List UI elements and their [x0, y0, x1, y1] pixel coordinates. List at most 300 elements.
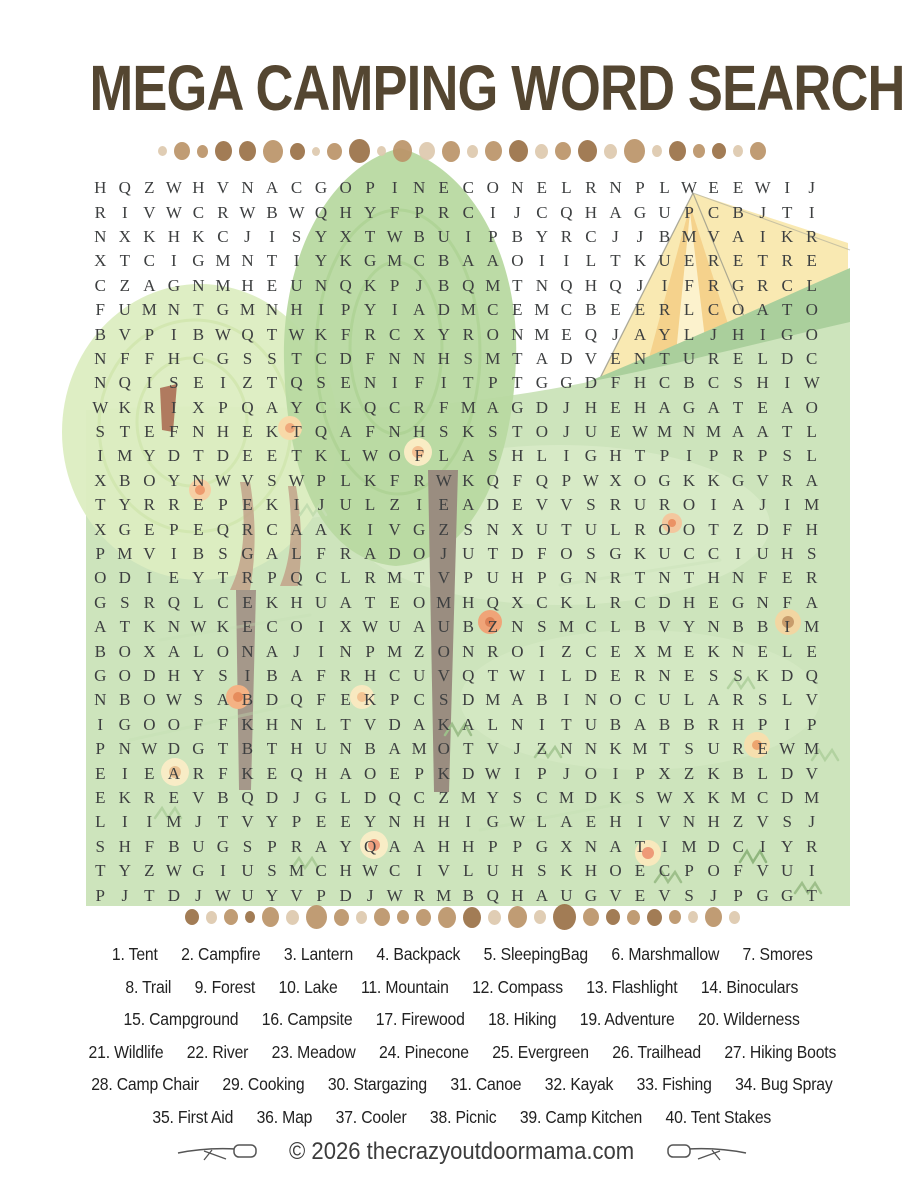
grid-letter: G	[94, 666, 107, 685]
grid-letter: K	[633, 251, 647, 271]
grid-letter: T	[512, 348, 523, 368]
grid-letter: S	[537, 617, 547, 637]
grid-letter: C	[487, 300, 499, 320]
decorative-dot	[604, 144, 617, 159]
grid-letter: N	[192, 470, 205, 490]
grid-letter: Q	[167, 592, 180, 612]
grid-letter: L	[683, 690, 695, 710]
grid-letter: N	[609, 178, 622, 198]
grid-letter: D	[781, 763, 794, 783]
decorative-dot	[669, 910, 681, 924]
grid-letter: A	[756, 300, 769, 320]
grid-letter: R	[707, 348, 720, 368]
grid-letter: D	[781, 787, 794, 807]
grid-letter: O	[658, 519, 671, 539]
grid-letter: H	[584, 202, 598, 222]
grid-letter: I	[416, 861, 423, 881]
grid-letter: C	[413, 251, 425, 271]
grid-letter: D	[363, 787, 377, 807]
decorative-dot	[356, 911, 367, 924]
grid-letter: K	[265, 495, 279, 515]
grid-letter: M	[166, 812, 182, 832]
grid-letter: A	[413, 836, 426, 856]
grid-letter: L	[781, 690, 793, 710]
grid-letter: L	[193, 592, 204, 612]
grid-letter: E	[610, 397, 621, 417]
decorative-dot	[578, 140, 597, 162]
grid-letter: W	[681, 178, 698, 198]
grid-letter: H	[314, 763, 328, 783]
grid-letter: P	[316, 470, 326, 490]
grid-letter: T	[291, 348, 302, 368]
grid-letter: D	[486, 495, 499, 515]
grid-letter: F	[365, 422, 375, 442]
grid-letter: O	[216, 641, 230, 661]
grid-letter: U	[290, 275, 303, 295]
grid-letter: E	[144, 519, 155, 539]
grid-letter: R	[487, 641, 499, 661]
grid-letter: V	[658, 812, 671, 832]
grid-letter: D	[167, 739, 180, 759]
grid-letter: G	[682, 397, 696, 417]
decorative-dot	[174, 142, 190, 160]
grid-letter: W	[509, 812, 526, 832]
grid-letter: V	[143, 202, 156, 222]
grid-letter: C	[143, 251, 155, 271]
grid-letter: H	[216, 422, 230, 442]
grid-letter: R	[707, 714, 720, 734]
grid-letter: H	[633, 397, 647, 417]
grid-letter: Q	[584, 324, 598, 344]
grid-letter: Z	[144, 178, 155, 198]
grid-letter: C	[192, 348, 205, 368]
grid-letter: F	[733, 861, 743, 881]
grid-letter: H	[192, 178, 205, 198]
grid-letter: P	[389, 690, 400, 710]
grid-letter: F	[144, 836, 155, 856]
grid-letter: A	[413, 714, 426, 734]
grid-letter: K	[633, 544, 647, 564]
grid-letter: G	[241, 544, 254, 564]
grid-letter: C	[707, 202, 720, 222]
grid-letter: E	[610, 300, 621, 320]
grid-letter: D	[511, 544, 524, 564]
grid-letter: D	[658, 592, 671, 612]
word-item: 26. Trailhead	[611, 1041, 701, 1062]
grid-letter: E	[266, 275, 278, 295]
grid-letter: H	[584, 861, 598, 881]
grid-letter: R	[609, 592, 622, 612]
grid-letter: H	[462, 592, 475, 612]
grid-letter: F	[193, 714, 204, 734]
grid-letter: A	[413, 300, 426, 320]
grid-letter: U	[658, 202, 671, 222]
grid-letter: G	[216, 300, 230, 320]
grid-letter: Z	[242, 373, 253, 393]
grid-letter: Q	[560, 275, 573, 295]
grid-letter: K	[192, 226, 205, 246]
grid-letter: L	[806, 422, 817, 442]
grid-letter: L	[340, 568, 351, 588]
decorative-dot	[750, 142, 766, 160]
grid-letter: G	[363, 251, 377, 271]
grid-letter: M	[656, 641, 673, 661]
grid-letter: A	[462, 251, 475, 271]
grid-letter: R	[339, 666, 352, 685]
grid-letter: G	[216, 348, 230, 368]
word-item: 20. Wilderness	[698, 1009, 801, 1030]
grid-letter: Q	[290, 568, 303, 588]
grid-letter: I	[661, 275, 668, 295]
grid-letter: P	[95, 739, 105, 759]
grid-letter: L	[806, 275, 817, 295]
grid-letter: E	[683, 251, 695, 271]
grid-letter: C	[585, 617, 597, 637]
grid-letter: H	[413, 422, 426, 442]
grid-letter: T	[413, 568, 425, 588]
grid-letter: Y	[167, 470, 180, 490]
word-item: 32. Kayak	[544, 1074, 614, 1095]
grid-letter: T	[95, 861, 106, 881]
word-item: 11. Mountain	[361, 976, 449, 997]
grid-letter: A	[781, 397, 794, 417]
grid-letter: B	[192, 544, 205, 564]
grid-letter: A	[339, 763, 352, 783]
grid-letter: F	[316, 544, 326, 564]
grid-letter: K	[363, 275, 377, 295]
grid-letter: R	[143, 592, 155, 612]
grid-letter: P	[218, 495, 228, 515]
grid-letter: E	[340, 373, 351, 393]
grid-letter: I	[612, 763, 619, 783]
grid-letter: I	[171, 397, 177, 417]
grid-letter: H	[633, 373, 647, 393]
grid-letter: V	[241, 812, 254, 832]
grid-letter: S	[733, 666, 743, 685]
grid-letter: O	[805, 397, 818, 417]
grid-letter: B	[119, 470, 131, 490]
grid-letter: W	[362, 446, 379, 466]
grid-letter: L	[561, 178, 572, 198]
grid-letter: O	[167, 714, 180, 734]
grid-letter: Y	[363, 812, 377, 832]
grid-letter: Q	[241, 787, 254, 807]
grid-letter: T	[512, 373, 523, 393]
grid-letter: T	[487, 544, 498, 564]
grid-letter: M	[558, 617, 574, 637]
grid-letter: K	[339, 519, 352, 539]
grid-letter: D	[388, 714, 401, 734]
grid-letter: M	[387, 251, 403, 271]
grid-letter: H	[290, 592, 303, 612]
grid-letter: I	[440, 373, 447, 393]
grid-letter: K	[756, 666, 769, 685]
grid-letter: S	[95, 422, 105, 442]
grid-letter: E	[732, 251, 744, 271]
word-item: 39. Camp Kitchen	[520, 1106, 643, 1127]
grid-letter: I	[784, 495, 791, 515]
grid-letter: Q	[241, 397, 254, 417]
grid-letter: K	[118, 397, 131, 417]
grid-letter: E	[315, 812, 327, 832]
grid-letter: T	[266, 373, 278, 393]
grid-letter: E	[732, 178, 744, 198]
grid-letter: H	[437, 348, 450, 368]
grid-letter: V	[756, 861, 769, 881]
grid-letter: D	[781, 666, 794, 685]
grid-letter: G	[781, 324, 794, 344]
word-item: 29. Cooking	[222, 1074, 305, 1095]
grid-letter: Y	[118, 861, 131, 881]
grid-letter: X	[682, 787, 696, 807]
grid-letter: I	[563, 251, 570, 271]
word-item: 30. Stargazing	[327, 1074, 428, 1095]
grid-letter: G	[584, 446, 598, 466]
grid-letter: C	[806, 348, 818, 368]
grid-letter: C	[462, 202, 474, 222]
grid-letter: E	[144, 422, 155, 442]
grid-letter: D	[462, 763, 475, 783]
grid-letter: N	[241, 178, 254, 198]
grid-letter: A	[265, 397, 279, 417]
grid-letter: D	[388, 544, 401, 564]
grid-letter: U	[486, 568, 499, 588]
grid-letter: I	[121, 812, 128, 832]
grid-letter: K	[339, 251, 352, 271]
grid-letter: L	[683, 300, 695, 320]
grid-letter: N	[413, 178, 426, 198]
grid-letter: P	[757, 446, 768, 466]
grid-letter: J	[293, 641, 300, 661]
grid-letter: Y	[265, 812, 279, 832]
word-item: 38. Picnic	[430, 1106, 497, 1127]
grid-letter: O	[584, 763, 598, 783]
copyright-text: © 2026 thecrazyoutdoormama.com	[289, 1138, 635, 1165]
grid-letter: H	[413, 812, 426, 832]
grid-letter: L	[610, 519, 621, 539]
grid-letter: B	[732, 763, 744, 783]
grid-letter: T	[659, 739, 670, 759]
grid-letter: A	[707, 690, 720, 710]
grid-letter: C	[315, 397, 327, 417]
grid-letter: N	[314, 275, 328, 295]
grid-letter: H	[167, 226, 180, 246]
word-item: 6. Marshmallow	[611, 944, 719, 964]
grid-letter: N	[511, 324, 524, 344]
grid-letter: M	[681, 226, 697, 246]
grid-letter: E	[683, 666, 695, 685]
grid-letter: P	[757, 714, 768, 734]
footer	[0, 1138, 924, 1166]
grid-letter: L	[438, 446, 449, 466]
grid-letter: L	[610, 617, 621, 637]
grid-letter: D	[339, 348, 352, 368]
grid-letter: H	[511, 446, 524, 466]
grid-letter: V	[805, 763, 818, 783]
grid-letter: F	[218, 763, 228, 783]
grid-letter: R	[168, 495, 180, 515]
grid-letter: P	[365, 641, 375, 661]
grid-letter: T	[217, 568, 229, 588]
grid-letter: V	[707, 226, 720, 246]
decorative-dot	[334, 909, 349, 926]
grid-letter: C	[732, 836, 744, 856]
grid-letter: H	[756, 373, 769, 393]
grid-letter: M	[706, 422, 722, 442]
grid-letter: V	[609, 885, 622, 905]
grid-letter: O	[437, 641, 450, 661]
grid-letter: F	[782, 519, 792, 539]
grid-letter: W	[239, 202, 256, 222]
grid-letter: K	[437, 763, 450, 783]
grid-letter: E	[806, 251, 817, 271]
grid-letter: Y	[339, 836, 352, 856]
grid-letter: N	[633, 348, 647, 368]
grid-letter: Z	[536, 739, 548, 759]
grid-letter: S	[438, 422, 449, 442]
grid-letter: R	[413, 397, 425, 417]
decorative-dot	[286, 910, 299, 925]
grid-letter: P	[635, 178, 645, 198]
grid-letter: T	[561, 714, 572, 734]
decorative-dot	[606, 909, 620, 925]
grid-letter: E	[266, 446, 278, 466]
decorative-dot	[215, 141, 232, 161]
grid-letter: C	[413, 690, 425, 710]
word-list-line	[0, 1003, 924, 1036]
grid-letter: E	[806, 641, 817, 661]
word-item: 25. Evergreen	[491, 1041, 589, 1062]
grid-letter: A	[633, 324, 647, 344]
grid-letter: G	[192, 861, 205, 881]
grid-letter: I	[318, 300, 324, 320]
grid-letter: I	[220, 861, 226, 881]
grid-letter: P	[561, 470, 572, 490]
grid-letter: P	[463, 568, 473, 588]
grid-letter: N	[731, 568, 745, 588]
grid-letter: K	[707, 787, 720, 807]
grid-letter: N	[363, 373, 377, 393]
grid-letter: I	[784, 617, 791, 637]
grid-letter: E	[610, 641, 621, 661]
grid-letter: E	[585, 812, 597, 832]
grid-letter: J	[317, 495, 325, 515]
grid-letter: B	[94, 641, 106, 661]
grid-letter: F	[782, 592, 792, 612]
grid-letter: N	[584, 690, 598, 710]
grid-letter: J	[710, 885, 717, 905]
grid-letter: D	[167, 885, 180, 905]
grid-letter: B	[511, 226, 523, 246]
grid-letter: M	[730, 787, 746, 807]
grid-letter: S	[708, 666, 719, 685]
grid-letter: H	[94, 178, 107, 198]
decorative-dot	[393, 140, 412, 162]
grid-letter: Q	[118, 373, 131, 393]
grid-letter: K	[314, 324, 328, 344]
grid-letter: S	[586, 544, 596, 564]
grid-letter: M	[656, 422, 673, 442]
grid-letter: A	[609, 836, 622, 856]
grid-letter: D	[118, 568, 131, 588]
grid-letter: W	[165, 690, 182, 710]
grid-letter: M	[804, 495, 820, 515]
grid-letter: C	[388, 397, 401, 417]
grid-letter: E	[266, 763, 278, 783]
grid-letter: E	[340, 690, 351, 710]
grid-letter: W	[509, 666, 526, 685]
decorative-dot	[312, 147, 320, 156]
grid-letter: M	[436, 592, 452, 612]
grid-letter: N	[192, 422, 205, 442]
grid-letter: U	[584, 714, 598, 734]
grid-letter: V	[437, 861, 450, 881]
grid-letter: F	[757, 568, 768, 588]
grid-letter: I	[121, 763, 128, 783]
grid-letter: X	[413, 324, 426, 344]
grid-letter: O	[143, 470, 156, 490]
grid-letter: U	[486, 861, 499, 881]
grid-letter: R	[143, 787, 155, 807]
grid-letter: F	[316, 666, 326, 685]
grid-letter: M	[288, 861, 305, 881]
grid-letter: Z	[561, 641, 572, 661]
grid-letter: P	[512, 836, 523, 856]
grid-letter: K	[609, 787, 622, 807]
grid-letter: A	[413, 617, 426, 637]
grid-letter: J	[759, 202, 766, 222]
grid-letter: A	[535, 348, 548, 368]
grid-letter: D	[339, 885, 352, 905]
grid-letter: N	[462, 641, 475, 661]
word-item: 35. First Aid	[152, 1106, 234, 1127]
grid-letter: L	[340, 787, 351, 807]
grid-letter: Y	[437, 324, 450, 344]
grid-letter: R	[781, 251, 793, 271]
grid-letter: C	[315, 861, 327, 881]
grid-letter: I	[465, 226, 472, 246]
grid-letter: R	[634, 666, 646, 685]
grid-letter: A	[265, 178, 279, 198]
grid-letter: T	[364, 226, 376, 246]
grid-letter: Z	[413, 641, 425, 661]
word-item: 16. Campsite	[262, 1009, 353, 1030]
grid-letter: E	[340, 812, 351, 832]
grid-letter: U	[781, 861, 794, 881]
grid-letter: V	[216, 178, 230, 198]
grid-letter: L	[757, 763, 768, 783]
grid-letter: G	[756, 885, 769, 905]
grid-letter: I	[171, 324, 177, 344]
decorative-dot	[624, 139, 645, 163]
grid-letter: C	[585, 641, 597, 661]
grid-letter: I	[686, 446, 692, 466]
grid-letter: I	[563, 690, 570, 710]
grid-letter: A	[290, 666, 303, 685]
grid-letter: K	[241, 763, 254, 783]
decorative-dots-top	[0, 139, 924, 163]
grid-letter: G	[731, 470, 745, 490]
grid-letter: N	[339, 641, 352, 661]
grid-letter: S	[242, 836, 253, 856]
grid-letter: B	[94, 324, 106, 344]
grid-letter: U	[584, 422, 598, 442]
grid-letter: A	[290, 519, 303, 539]
grid-letter: C	[413, 787, 425, 807]
grid-letter: U	[314, 592, 328, 612]
word-item: 28. Camp Chair	[91, 1074, 200, 1095]
grid-letter: F	[218, 714, 228, 734]
